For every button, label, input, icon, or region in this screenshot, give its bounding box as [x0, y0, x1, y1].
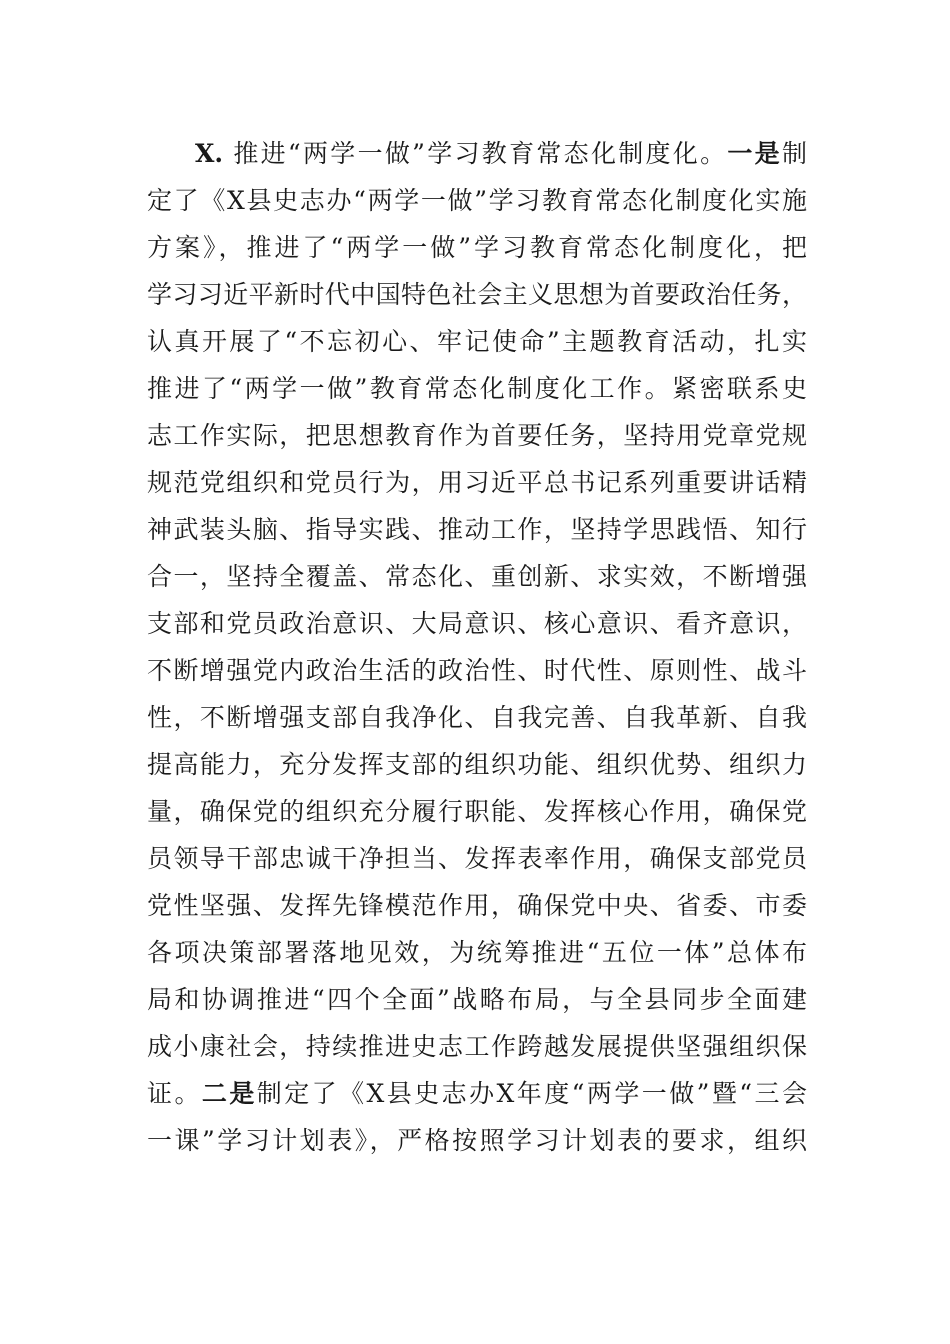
text-line: 提高能力，充分发挥支部的组织功能、组织优势、组织力 — [147, 750, 807, 779]
text-line: 量，确保党的组织充分履行职能、发挥核心作用，确保党 — [147, 797, 807, 826]
text-line: 支部和党员政治意识、大局意识、核心意识、看齐意识， — [147, 609, 807, 638]
text-line: 规范党组织和党员行为，用习近平总书记系列重要讲话精 — [147, 468, 807, 497]
text-line: 党性坚强、发挥先锋模范作用，确保党中央、省委、市委 — [147, 891, 807, 920]
text-line: 成小康社会，持续推进史志工作跨越发展提供坚强组织保 — [147, 1032, 807, 1061]
text-line: 方案》，推进了“两学一做”学习教育常态化制度化，把 — [147, 233, 807, 262]
text-line: 学习习近平新时代中国特色社会主义思想为首要政治任务， — [147, 280, 807, 309]
emphasis-first: 一是 — [727, 139, 782, 168]
text-line: 证。二是制定了《X县史志办X年度“两学一做”暨“三会 — [147, 1079, 807, 1108]
text-line: 不断增强党内政治生活的政治性、时代性、原则性、战斗 — [147, 656, 807, 685]
body-paragraph — [147, 130, 807, 1164]
text-line: 推进了“两学一做”教育常态化制度化工作。紧密联系史 — [147, 374, 807, 403]
text-line: 性，不断增强支部自我净化、自我完善、自我革新、自我 — [147, 703, 807, 732]
emphasis-second: 二是 — [201, 1079, 257, 1108]
text-line: 局和协调推进“四个全面”战略布局，与全县同步全面建 — [147, 985, 807, 1014]
text-line: X. 推进“两学一做”学习教育常态化制度化。一是制 — [195, 139, 807, 168]
text-line: 认真开展了“不忘初心、牢记使命”主题教育活动，扎实 — [147, 327, 807, 356]
text-line: 各项决策部署落地见效，为统筹推进“五位一体”总体布 — [147, 938, 807, 967]
text-line: 神武装头脑、指导实践、推动工作，坚持学思践悟、知行 — [147, 515, 807, 544]
text-line: 志工作实际，把思想教育作为首要任务，坚持用党章党规 — [147, 421, 807, 450]
text-line: 员领导干部忠诚干净担当、发挥表率作用，确保支部党员 — [147, 844, 807, 873]
text-line: 合一，坚持全覆盖、常态化、重创新、求实效，不断增强 — [147, 562, 807, 591]
section-number: X. — [195, 139, 224, 168]
text-line: 定了《X县史志办“两学一做”学习教育常态化制度化实施 — [147, 186, 807, 215]
text-line: 一课”学习计划表》，严格按照学习计划表的要求，组织 — [147, 1126, 807, 1155]
